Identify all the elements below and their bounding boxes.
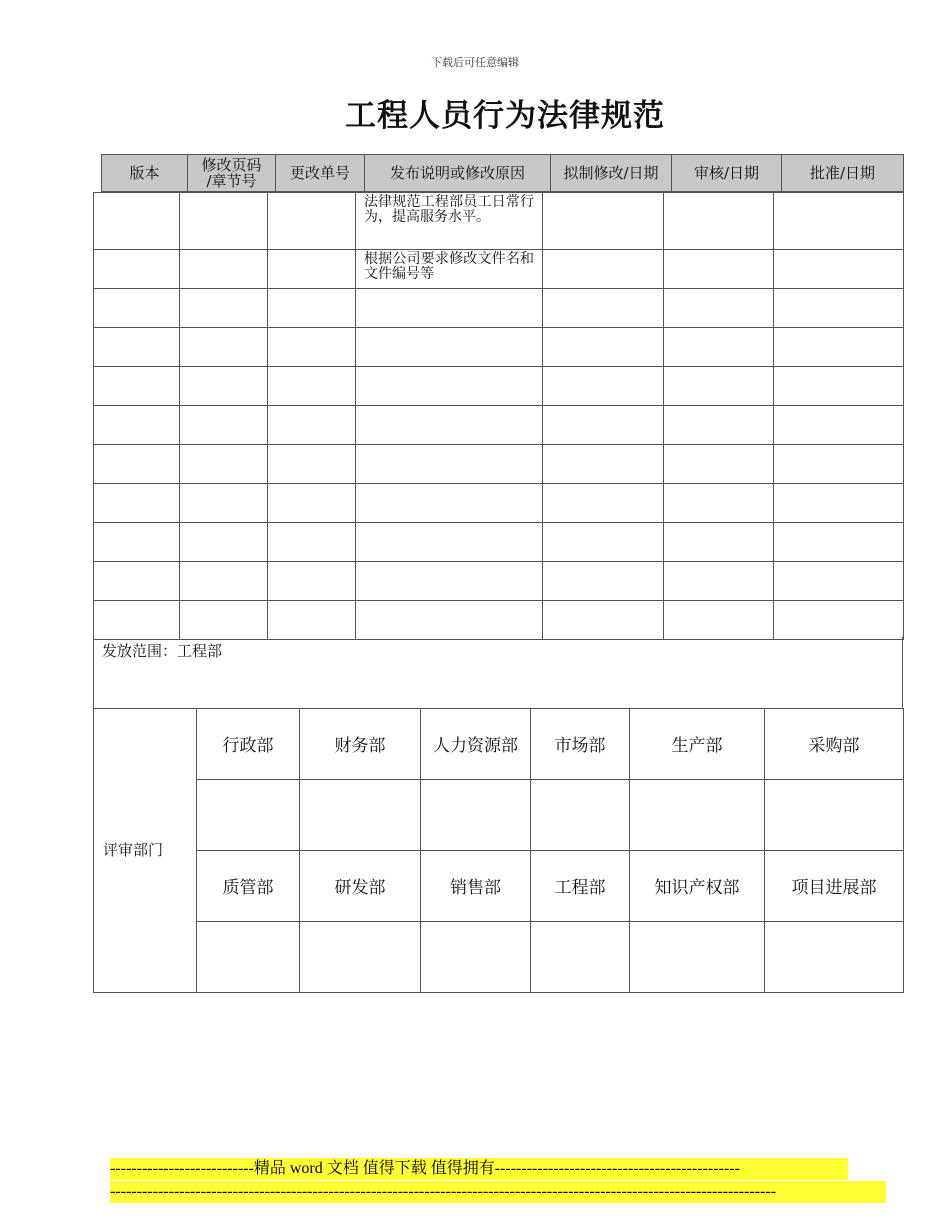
- col-page-line1: 修改页码: [201, 156, 262, 174]
- distribution-scope: 发放范围：工程部: [94, 637, 903, 708]
- distribution-section: [93, 637, 903, 709]
- table-row: [94, 445, 904, 484]
- signature-row: [94, 779, 904, 850]
- dept-hr: 人力资源部: [421, 708, 531, 779]
- document-title: 工程人员行为法律规范: [345, 98, 665, 134]
- review-departments-table: [93, 708, 904, 993]
- col-draft-date: 拟制修改/日期: [551, 155, 672, 192]
- col-approve-date: 批准/日期: [782, 155, 904, 192]
- table-row: [94, 406, 904, 445]
- download-note: 下载后可任意编辑: [431, 56, 519, 69]
- dept-sales: 销售部: [421, 850, 531, 921]
- dept-ip: 知识产权部: [630, 850, 765, 921]
- table-row: [94, 562, 904, 601]
- table-row: [94, 367, 904, 406]
- dept-marketing: 市场部: [531, 708, 630, 779]
- col-page-line2: /章节号: [206, 172, 257, 190]
- dept-admin: 行政部: [197, 708, 300, 779]
- dept-quality: 质管部: [197, 850, 300, 921]
- dept-finance: 财务部: [300, 708, 421, 779]
- reason-cell: 法律规范工程部员工日常行为，提高服务水平。: [356, 193, 543, 250]
- footer-banner-line2: -----------------------------------------------------------------------------------------------------------------------------: [110, 1181, 886, 1203]
- revision-table-header: [101, 154, 904, 192]
- col-version: 版本: [102, 155, 188, 192]
- footer-banner-line1: ---------------------------精品 word 文档 值得下载 值得拥有----------------------------------------------: [110, 1158, 848, 1180]
- dept-production: 生产部: [630, 708, 765, 779]
- dept-purchasing: 采购部: [765, 708, 904, 779]
- col-review-date: 审核/日期: [672, 155, 782, 192]
- table-row: [94, 193, 904, 250]
- table-row: [94, 328, 904, 367]
- table-row: [94, 289, 904, 328]
- table-row: [94, 484, 904, 523]
- revision-table-body: [93, 192, 904, 640]
- table-row: [94, 250, 904, 289]
- dept-engineering: 工程部: [531, 850, 630, 921]
- table-row: [94, 523, 904, 562]
- col-release-reason: 发布说明或修改原因: [365, 155, 551, 192]
- table-row: [94, 601, 904, 640]
- col-change-no: 更改单号: [276, 155, 365, 192]
- col-page-section: [188, 155, 276, 192]
- review-label: 评审部门: [94, 708, 197, 992]
- signature-row: [94, 921, 904, 992]
- reason-cell: 根据公司要求修改文件名和文件编号等: [356, 250, 543, 289]
- dept-project-progress: 项目进展部: [765, 850, 904, 921]
- dept-rnd: 研发部: [300, 850, 421, 921]
